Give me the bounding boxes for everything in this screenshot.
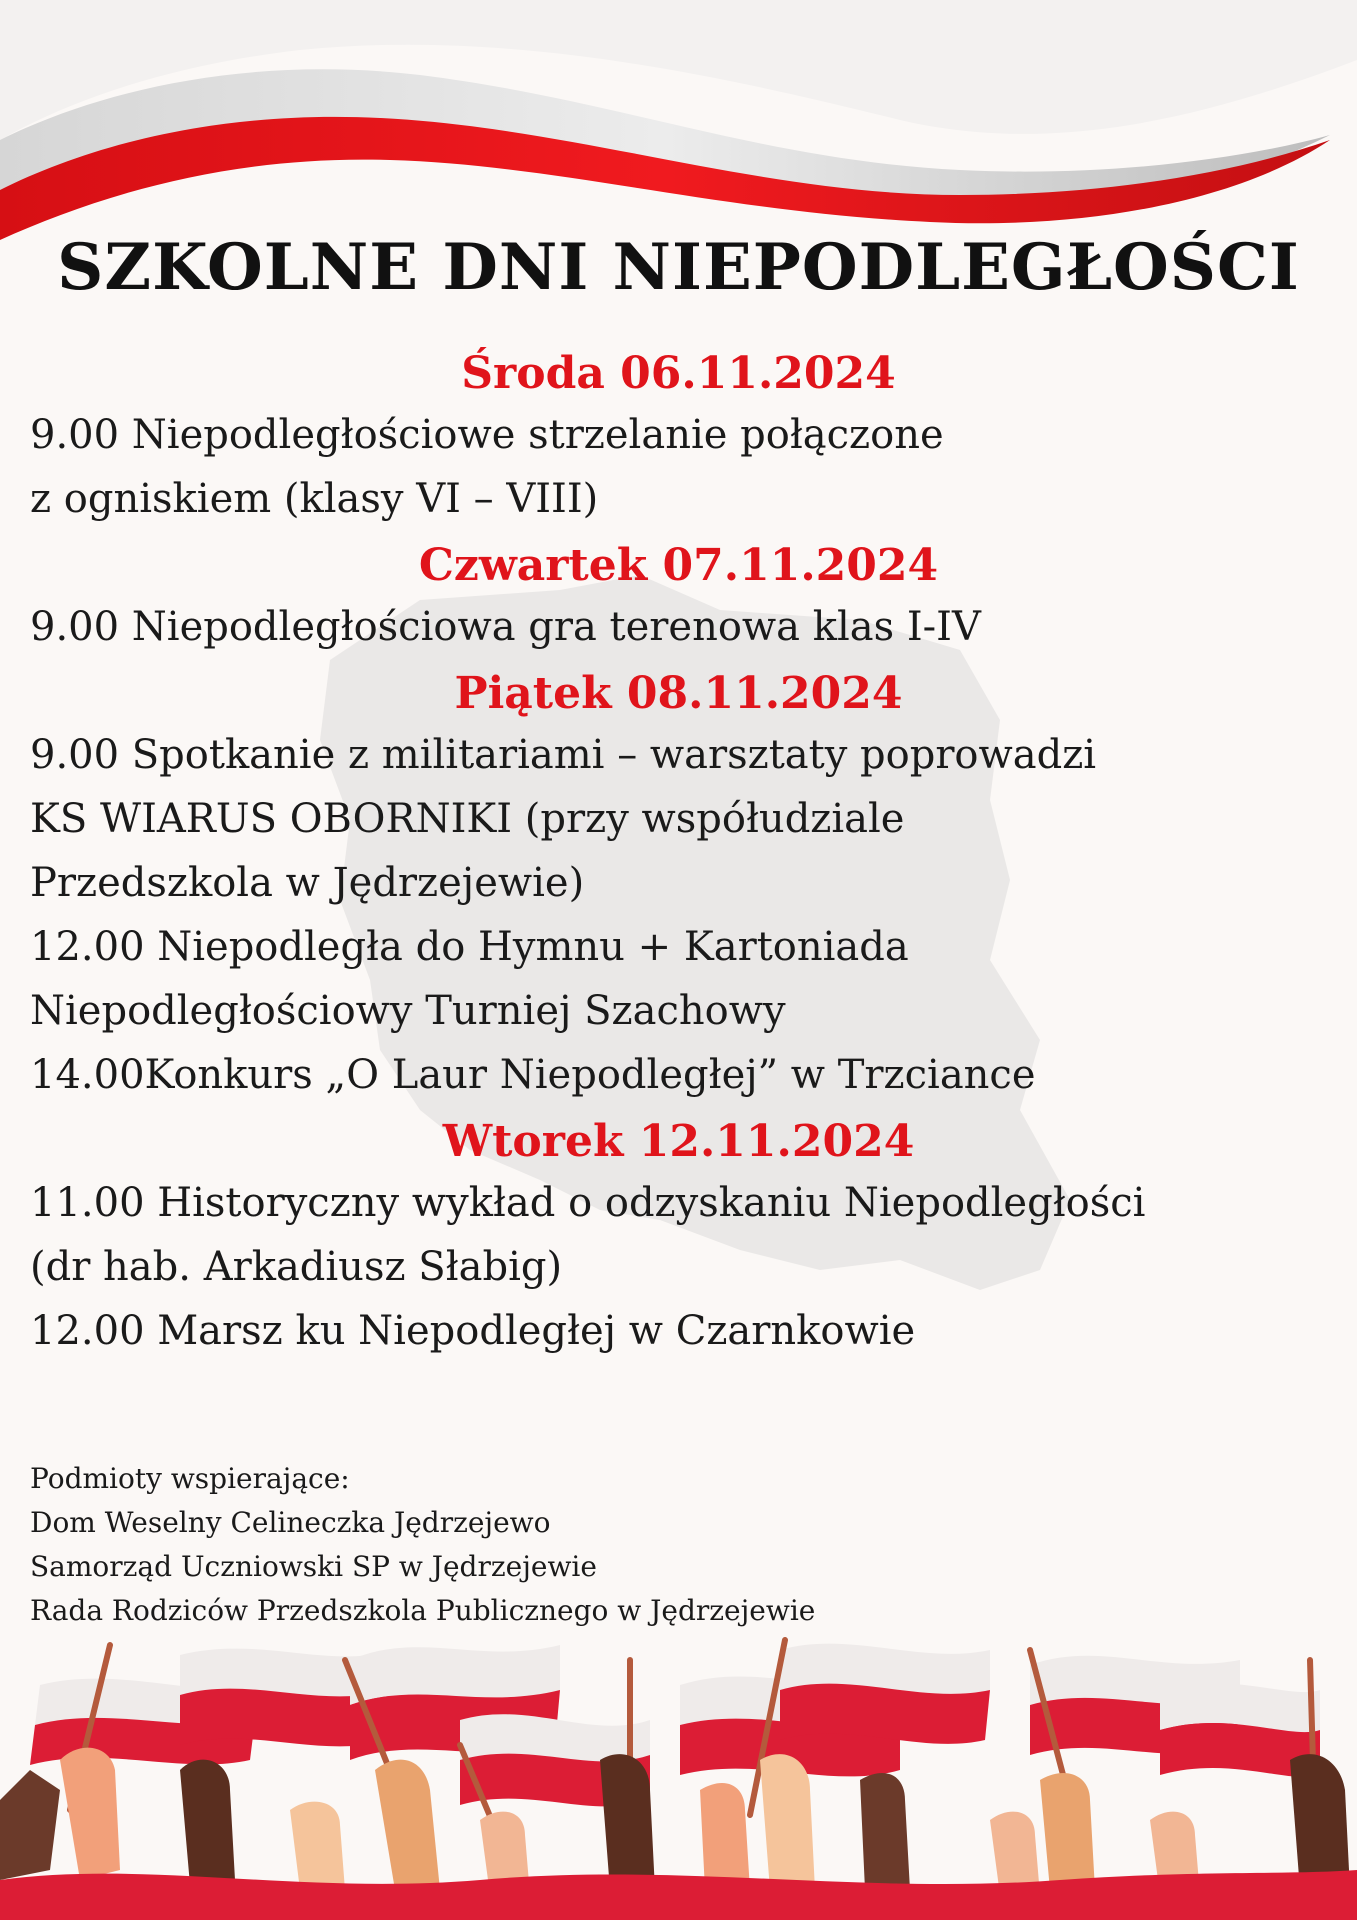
event-line: 9.00 Spotkanie z militariami – warsztaty poprowadzi (30, 732, 1097, 778)
event-line: KS WIARUS OBORNIKI (przy współudziale (30, 796, 905, 842)
sponsor-item: Samorząd Uczniowski SP w Jędrzejewie (30, 1550, 597, 1583)
sponsor-item: Dom Weselny Celineczka Jędrzejewo (30, 1506, 551, 1539)
event-line: 14.00Konkurs „O Laur Niepodległej” w Trzciance (30, 1052, 1036, 1098)
sponsors-heading: Podmioty wspierające: (30, 1462, 350, 1495)
day-heading-friday: Piątek 08.11.2024 (454, 668, 903, 719)
page-title: SZKOLNE DNI NIEPODLEGŁOŚCI (57, 230, 1300, 305)
day-heading-wednesday: Środa 06.11.2024 (461, 348, 896, 399)
event-line: 11.00 Historyczny wykład o odzyskaniu Niepodległości (30, 1180, 1146, 1226)
day-heading-tuesday: Wtorek 12.11.2024 (442, 1116, 915, 1167)
event-line: 9.00 Niepodległościowe strzelanie połączone (30, 412, 944, 458)
event-line: 12.00 Niepodległa do Hymnu + Kartoniada (30, 924, 909, 970)
day-heading-thursday: Czwartek 07.11.2024 (418, 540, 939, 591)
sponsor-item: Rada Rodziców Przedszkola Publicznego w Jędrzejewie (30, 1594, 816, 1627)
event-line: z ogniskiem (klasy VI – VIII) (30, 476, 599, 522)
event-line: Niepodległościowy Turniej Szachowy (30, 988, 786, 1034)
event-line: Przedszkola w Jędrzejewie) (30, 860, 585, 906)
event-line: (dr hab. Arkadiusz Słabig) (30, 1244, 563, 1290)
event-line: 12.00 Marsz ku Niepodległej w Czarnkowie (30, 1308, 916, 1354)
event-line: 9.00 Niepodległościowa gra terenowa klas I-IV (30, 604, 981, 650)
